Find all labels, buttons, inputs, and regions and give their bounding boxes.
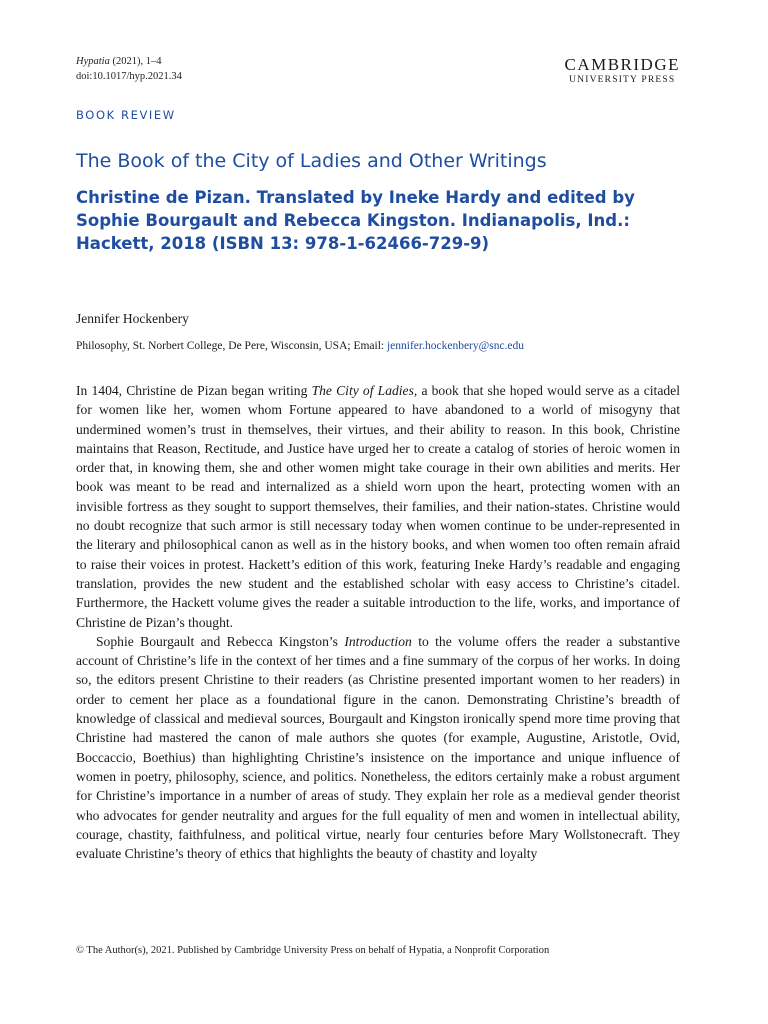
book-title-italic: The City of Ladies <box>311 383 414 398</box>
journal-name: Hypatia <box>76 56 110 67</box>
paragraph-1-text-b: , a book that she hoped would serve as a citadel for women like her, women whom Fortune appeared to have abandoned to a world of misogyny that undermined women’s trust in themselves, their virtues, and their ability to reason. In this book, Christine maintains that Reason, Rectitude, and Justice have urged her to create a catalog of stories of heroic women in order that, in knowing them, she and other women might take courage in their own abilities and merits. Her book was meant to be read and internalized as a shield worn upon the heart, protecting women with an invisible fortress as they sought to support themselves, their families, and their nation-states. Christine would no doubt recognize that such armor is still necessary today when women continue to be under-represented in the literary and philosophical canon as well as in the history books, and when women too often remain afraid to raise their voices in protest. Hackett’s edition of this work, featuring Ineke Hardy’s readable and engaging translation, provides the new student and the established scholar with easy access to Christine’s citadel. Furthermore, the Hackett volume gives the reader a suitable introduction to the life, works, and importance of Christine de Pizan’s thought. <box>76 383 680 630</box>
citation-meta <box>76 54 182 84</box>
section-label: BOOK REVIEW <box>76 108 176 122</box>
journal-citation <box>76 54 182 69</box>
author-affiliation <box>76 340 524 352</box>
paragraph-1 <box>76 381 680 632</box>
copyright-footer: © The Author(s), 2021. Published by Cambridge University Press on behalf of Hypatia, a Nonprofit Corporation <box>76 945 550 956</box>
book-details: Christine de Pizan. Translated by Ineke Hardy and edited by Sophie Bourgault and Rebecca Kingston. Indianapolis, Ind.: Hackett, 2018 (ISBN 13: 978-1-62466-729-9) <box>76 188 635 253</box>
article-title: The Book of the City of Ladies and Other Writings <box>76 150 547 172</box>
introduction-italic: Introduction <box>344 633 412 649</box>
journal-issue: (2021), 1–4 <box>109 56 162 67</box>
author-email-link[interactable]: jennifer.hockenbery@snc.edu <box>386 340 525 352</box>
paragraph-2-text-b: to the volume offers the reader a substantive account of Christine’s life in the context of her times and a fine summary of the corpus of her works. In doing so, the editors present Christine to their readers (as Christine presented important women to her readers) in order to cement her place as a foundational figure in the canon. Demonstrating Christine’s breadth of knowledge of classical and medieval sources, Bourgault and Kingston ironically spend more time proving that Christine had mastered the canon of male authors she quotes (for example, Augustine, Aristotle, Ovid, Boccaccio, Boethius) than highlighting Christine’s insistence on the importance and unique influence of women in poetry, philosophy, science, and politics. Nonetheless, the editors certainly make a robust argument for Christine’s importance in a number of areas of study. They explain her role as a medieval gender theorist who advocates for gender neutrality and argues for the full equality of men and women in intellectual ability, courage, chastity, faithfulness, and political virtue, nearly four centuries before Mary Wollstonecraft. They evaluate Christine’s theory of ethics that highlights the beauty of chastity and loyalty <box>76 633 680 862</box>
author-name: Jennifer Hockenbery <box>76 311 189 326</box>
article-body <box>76 381 680 863</box>
paragraph-2-text-a: Sophie Bourgault and Rebecca Kingston’s <box>96 633 345 649</box>
publisher-logo <box>564 56 680 86</box>
doi: doi:10.1017/hyp.2021.34 <box>76 71 182 82</box>
affiliation-text: Philosophy, St. Norbert College, De Pere, Wisconsin, USA; Email: <box>76 340 387 352</box>
publisher-logo-line2: UNIVERSITY PRESS <box>569 75 676 85</box>
paragraph-1-text-a: In 1404, Christine de Pizan began writing <box>76 383 312 398</box>
publisher-logo-line1: CAMBRIDGE <box>564 55 680 74</box>
paragraph-2 <box>76 632 680 864</box>
